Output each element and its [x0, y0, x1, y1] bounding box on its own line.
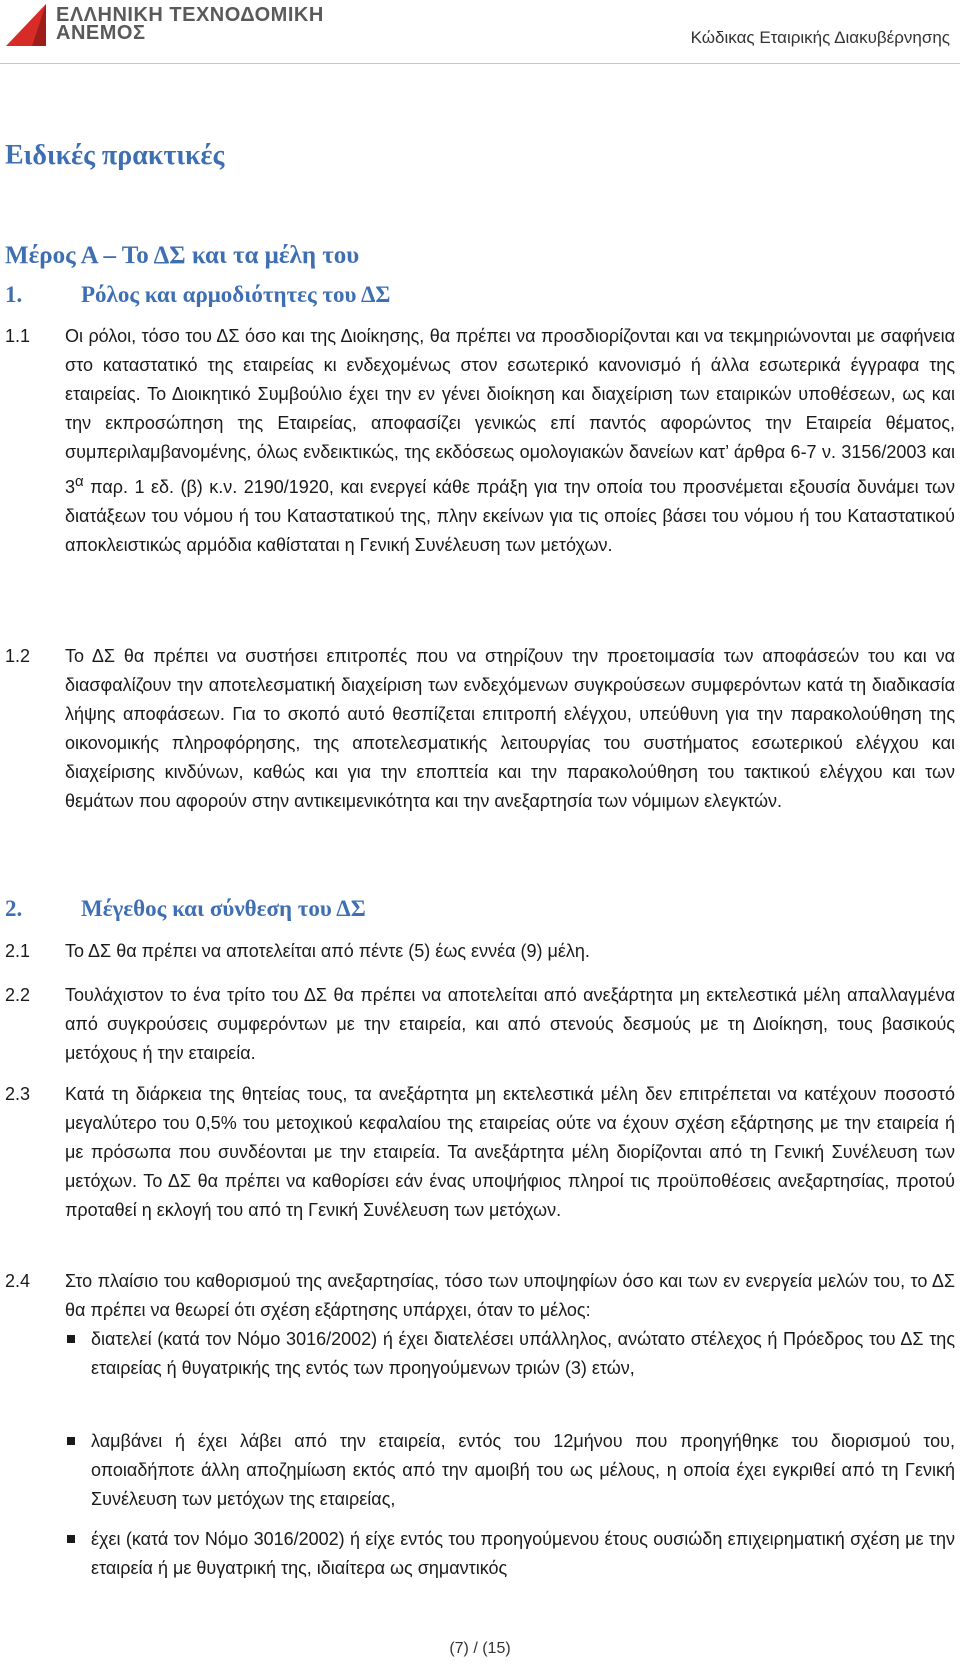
paragraph-text: Το ΔΣ θα πρέπει να αποτελείται από πέντε (5) έως εννέα (9) μέλη.: [65, 941, 590, 961]
document-title: Κώδικας Εταιρικής Διακυβέρνησης: [690, 28, 950, 47]
paragraph-text: Τουλάχιστον το ένα τρίτο του ΔΣ θα πρέπει να αποτελείται από ανεξάρτητα μη εκτελεστικά μέλη απαλλαγμένα από συγκρούσεις συμφερόντων με την εταιρεία, και από στενούς δεσμούς με τη Διοίκηση, τους βασικούς μετόχους ή την εταιρεία.: [65, 985, 955, 1063]
logo-line-1: ΕΛΛΗΝΙΚΗ ΤΕΧΝΟΔΟΜΙΚΗ: [56, 4, 324, 26]
part-heading: Μέρος Α – Το ΔΣ και τα μέλη του: [5, 242, 360, 269]
paragraph-2-4: [5, 1267, 955, 1325]
section-heading-1: [5, 282, 390, 308]
list-item-text: διατελεί (κατά τον Νόμο 3016/2002) ή έχει διατελέσει υπάλληλος, ανώτατο στέλεχος ή Πρόεδρος του ΔΣ της εταιρείας ή θυγατρικής της εντός των προηγούμενων τριών (3) ετών,: [91, 1329, 955, 1378]
list-item: [5, 1525, 955, 1583]
paragraph-number: 2.1: [5, 941, 31, 961]
paragraph-number: 2.4: [5, 1271, 31, 1291]
bullet-square-icon: [67, 1437, 75, 1445]
page-title: Ειδικές πρακτικές: [5, 140, 225, 171]
paragraph-number: 2.2: [5, 985, 31, 1005]
paragraph-text: Το ΔΣ θα πρέπει να συστήσει επιτροπές που να στηρίζουν την προετοιμασία των αποφάσεών του και να διασφαλίζουν την αποτελεσματική διαχείριση των ενδεχόμενων συγκρούσεων συμφερόντων κατά τη διαδικασία λήψης αποφάσεων. Για το σκοπό αυτό θεσπίζεται επιτροπή ελέγχου, υπεύθυνη για την παρακολούθηση της οικονομικής πληροφόρησης, της αποτελεσματικής λειτουργίας του συστήματος εσωτερικού ελέγχου και διαχείρισης κινδύνων, καθώς και για την εποπτεία και την παρακολούθηση του τακτικού ελέγχου και των θεμάτων που αφορούν στην αντικειμενικότητα και την ανεξαρτησία των νόμιμων ελεγκτών.: [65, 646, 955, 811]
list-item-text: έχει (κατά τον Νόμο 3016/2002) ή είχε εντός του προηγούμενου έτους ουσιώδη επιχειρηματική σχέση με την εταιρεία ή με θυγατρική της, ιδιαίτερα ως σημαντικός: [91, 1529, 955, 1578]
company-logo-icon: [6, 4, 46, 46]
section-number: 1.: [5, 282, 23, 307]
section-number: 2.: [5, 896, 23, 921]
company-logo-text: [56, 6, 324, 42]
section-title: Μέγεθος και σύνθεση του ΔΣ: [81, 896, 366, 921]
bullet-square-icon: [67, 1535, 75, 1543]
paragraph-number: 2.3: [5, 1084, 31, 1104]
bullet-square-icon: [67, 1335, 75, 1343]
page-number: (7) / (15): [449, 1640, 511, 1657]
paragraph-2-3: [5, 1080, 955, 1225]
paragraph-1-2: [5, 642, 955, 816]
paragraph-text: Κατά τη διάρκεια της θητείας τους, τα ανεξάρτητα μη εκτελεστικά μέλη δεν επιτρέπεται να κατέχουν ποσοστό μεγαλύτερο του 0,5% του μετοχικού κεφαλαίου της εταιρείας ούτε να έχουν σχέση εξάρτησης με την εταιρεία ή με πρόσωπα που συνδέονται με την εταιρεία. Τα ανεξάρτητα μέλη διορίζονται από τη Γενική Συνέλευση των μετόχων. Το ΔΣ θα πρέπει να καθορίσει εάν ένας υποψήφιος πληροί τις προϋποθέσεις ανεξαρτησίας, προτού προταθεί η εκλογή του από τη Γενική Συνέλευση των μετόχων.: [65, 1084, 955, 1220]
logo-line-2: ΑΝΕΜΟΣ: [56, 22, 146, 44]
paragraph-number: 1.1: [5, 326, 31, 346]
paragraph-1-1: [5, 322, 955, 560]
paragraph-number: 1.2: [5, 646, 31, 666]
paragraph-2-1: [5, 937, 955, 966]
list-item: [5, 1325, 955, 1383]
paragraph-2-2: [5, 981, 955, 1068]
section-heading-2: [5, 896, 366, 922]
header-divider: [0, 63, 960, 64]
section-title: Ρόλος και αρμοδιότητες του ΔΣ: [81, 282, 391, 307]
list-item: [5, 1427, 955, 1514]
paragraph-text: Στο πλαίσιο του καθορισμού της ανεξαρτησίας, τόσο των υποψηφίων όσο και των εν ενεργεία μελών του, το ΔΣ θα πρέπει να θεωρεί ότι σχέση εξάρτησης υπάρχει, όταν το μέλος:: [65, 1271, 955, 1320]
paragraph-text: Οι ρόλοι, τόσο του ΔΣ όσο και της Διοίκησης, θα πρέπει να προσδιορίζονται και να τεκμηριώνονται με σαφήνεια στο καταστατικό της εταιρείας κι ενδεχομένως στον εσωτερικό κανονισμό ή άλλα εσωτερικά έγγραφα της εταιρείας. Το Διοικητικό Συμβούλιο έχει την εν γένει διοίκηση και διαχείριση των εταιρικών υποθέσεων, ως και την εκπροσώπηση της Εταιρείας, αποφασίζει γενικώς επί παντός αφορώντος την Εταιρεία θέματος, συμπεριλαμβανομένης, όλως ενδεικτικώς, της εκδόσεως ομολογιακών δανείων κατ’ άρθρα 6-7 ν. 3156/2003 και $3^\alpha$ παρ. 1 εδ. (β) κ.ν. 2190/1920, και ενεργεί κάθε πράξη για την οποία του προσνέμεται εξουσία δυνάμει των διατάξεων του νόμου ή του Καταστατικού της, πλην εκείνων για τις οποίες βάσει του νόμου ή του Καταστατικού αποκλειστικώς αρμόδια καθίσταται η Γενική Συνέλευση των μετόχων.: [65, 326, 955, 555]
list-item-text: λαμβάνει ή έχει λάβει από την εταιρεία, εντός του 12μήνου που προηγήθηκε του διορισμού του, οποιαδήποτε άλλη αποζημίωση εκτός από την αμοιβή του ως μέλους, η οποία έχει εγκριθεί από τη Γενική Συνέλευση των μετόχων της εταιρείας,: [91, 1431, 955, 1509]
page-header: [0, 0, 960, 64]
